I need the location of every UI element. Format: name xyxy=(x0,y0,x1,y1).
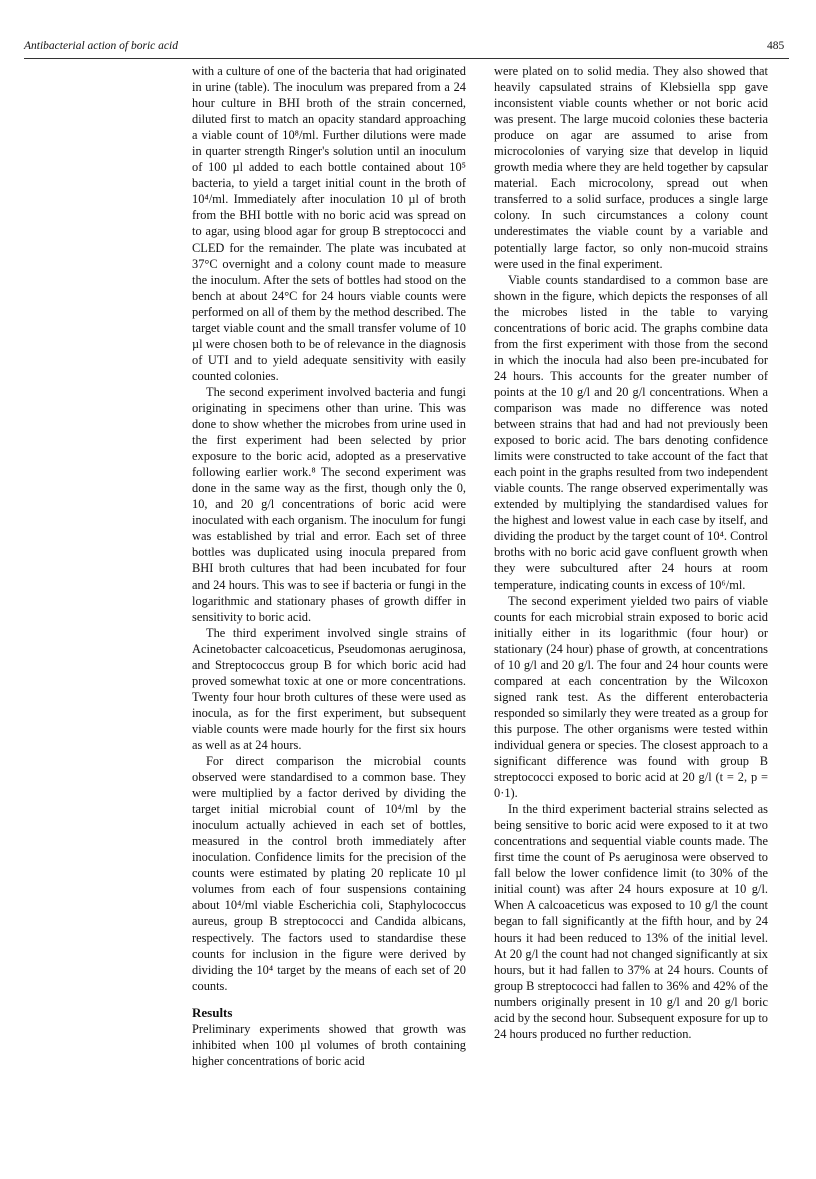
body-paragraph: In the third experiment bacterial strains selected as being sensitive to boric acid were exposed to it at two concentrations and sequential viable counts made. The first time the count of Ps aeruginosa were observed to fall below the lower confidence limit (to 30% of the initial count) was after 24 hours exposure at 10 g/l. When A calcoaceticus was exposed to 10 g/l the count began to fall significantly at the fifth hour, and by 24 hours it had been reduced to 13% of the initial level. At 20 g/l the count had not changed significantly at six hours, but it had fallen to 37% at 24 hours. Counts of group B streptococci had fallen to 36% and 42% of the numbers originally present in 10 g/l and 20 g/l boric acid by the second hour. Subsequent exposure for up to 24 hours produced no further reduction. xyxy=(494,802,768,1041)
body-paragraph: with a culture of one of the bacteria that had originated in urine (table). The inoculum was prepared from a 24 hour culture in BHI broth of the strain concerned, diluted first to match an opacity standard approaching a viable count of 10⁸/ml. Further dilutions were made in quarter strength Ringer's solution until an inoculum of 100 µl added to each bottle contained about 10⁵ bacteria, to yield a target initial count in the broth of 10⁴/ml. Immediately after inoculation 10 µl of broth from the BHI bottle with no boric acid was spread on to agar, using blood agar for group B streptococci and CLED for the remainder. The plate was incubated at 37°C overnight and a colony count made to measure the inoculum. After the sets of bottles had stood on the bench at about 24°C for 24 hours viable counts were performed on all of them by the method described. The target viable count and the small transfer volume of 10 µl were chosen both to be of relevance in the diagnosis of UTI and to yield adequate sensitivity with easily counted colonies. xyxy=(192,64,466,383)
running-head: Antibacterial action of boric acid xyxy=(24,40,178,52)
body-paragraph: Preliminary experiments showed that growth was inhibited when 100 µl volumes of broth containing higher concentrations of boric acid xyxy=(192,1021,466,1068)
header-rule xyxy=(24,58,789,59)
body-paragraph: Viable counts standardised to a common base are shown in the figure, which depicts the responses of all the microbes listed in the table to varying concentrations of boric acid. The graphs combine data from the first experiment with those from the second in which the inocula had also been pre-incubated for 24 hours. This accounts for the greater number of points at the 10 g/l and 20 g/l concentrations. When a comparison was made no difference was noted between strains that had and had not previously been exposed to boric acid. The bars denoting confidence limits were constructed to take account of the fact that each point in the graphs resulted from two independent viable counts. The range observed experimentally was extended by multiplying the standardised values for the highest and lowest value in each case by itself, and dividing the product by the target count of 10⁴. Control broths with no boric acid gave confluent growth when they were subcultured after 24 hours at room temperature, indicating counts in excess of 10⁶/ml. xyxy=(494,272,768,592)
body-paragraph: The third experiment involved single strains of Acinetobacter calcoaceticus, Pseudomonas aeruginosa, and Streptococcus group B for which boric acid had proved somewhat toxic at one or more concentrations. Twenty four hour broth cultures of these were used as inocula, as for the first experiment, but subsequent viable counts were made hourly for the first six hours as well as at 24 hours. xyxy=(192,625,466,752)
body-paragraph: For direct comparison the microbial counts observed were standardised to a common base. They were multiplied by a factor derived by dividing the target initial microbial count of 10⁴/ml by the inoculum actually achieved in each set of bottles, measured in the control broth immediately after inoculation. Confidence limits for the precision of the counts were estimated by plating 20 replicate 10 µl volumes from each of four suspensions containing about 10⁴/ml viable Escherichia coli, Staphylococcus aureus, group B streptococci and Candida albicans, respectively. The factors used to standardise these counts for inclusion in the figure were derived by dividing the 10⁴ target by the means of each set of 20 counts. xyxy=(192,754,466,993)
page-number: 485 xyxy=(767,40,785,52)
section-heading: Results xyxy=(192,1004,233,1020)
body-paragraph: The second experiment involved bacteria and fungi originating in specimens other than urine. This was done to show whether the microbes from urine used in the first experiment had been selected by prior exposure to the boric acid, adopted as a preservative following earlier work.⁸ The second experiment was done in the same way as the first, though only the 0, 10, and 20 g/l concentrations of boric acid were inoculated with each organism. The inoculum for fungi was established by trial and error. Each set of three bottles was duplicated using inocula prepared from BHI broth cultures that had been incubated for four and 24 hours. This was to see if bacteria or fungi in the logarithmic and stationary phases of growth differ in sensitivity to boric acid. xyxy=(192,384,466,624)
left-column xyxy=(192,63,466,1069)
right-column xyxy=(494,63,768,1042)
body-paragraph: were plated on to solid media. They also showed that heavily capsulated strains of Klebsiella spp gave inconsistent viable counts whether or not boric acid was present. The large mucoid colonies these bacteria produce on agar are assumed to arise from microcolonies of varying size that develop in liquid growth media where they are held together by capsular material. Each microcolony, spread out when transferred to a solid surface, produces a single large colony. In such circumstances a colony count underestimates the viable count by a variable and potentially large factor, so only non-mucoid strains were used in the final experiment. xyxy=(494,64,768,271)
body-paragraph: The second experiment yielded two pairs of viable counts for each microbial strain exposed to boric acid initially either in its logarithmic (four hour) or stationary (24 hour) phase of growth, at concentrations of 10 g/l and 20 g/l. The four and 24 hour counts were compared at each concentration by the Wilcoxon signed rank test. As the different enterobacteria responded so similarly they were treated as a group for this purpose. The other organisms were tested within individual genera or species. The closest approach to a significant difference was found with group B streptococci exposed to boric acid at 20 g/l (t = 2, p = 0·1). xyxy=(494,593,768,801)
